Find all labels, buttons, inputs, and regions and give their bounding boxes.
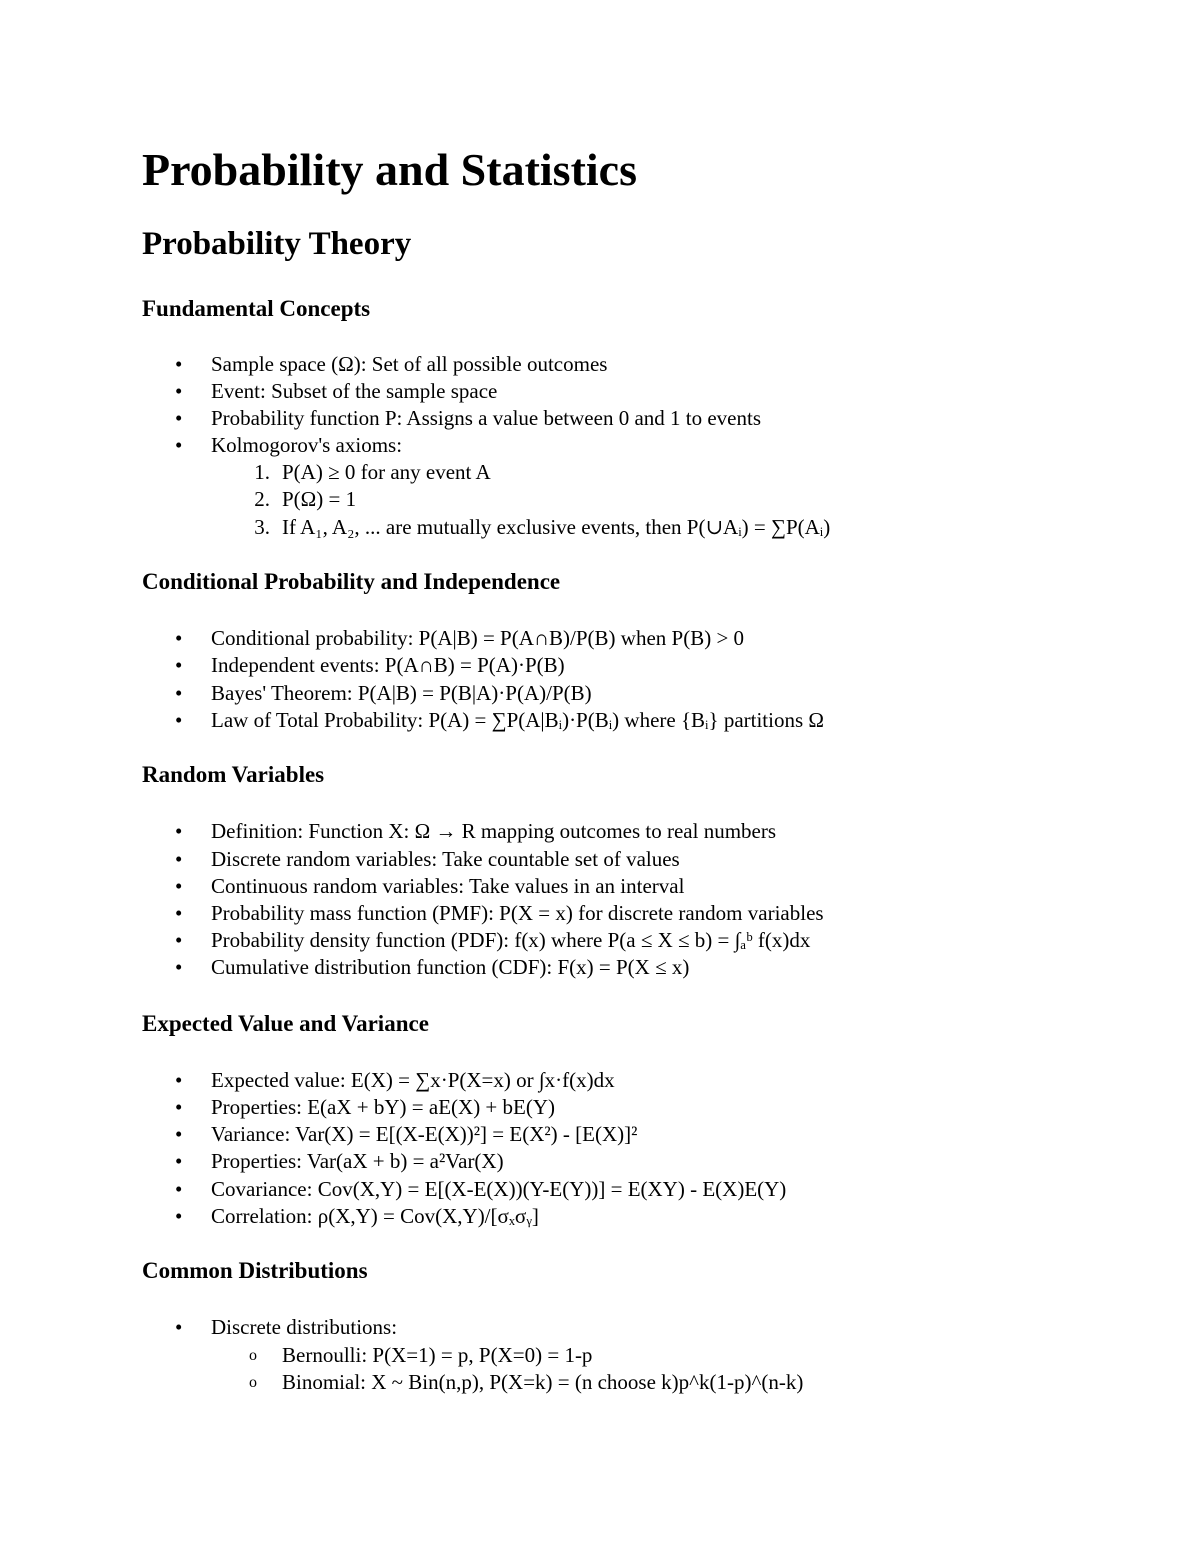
list-item: • Independent events: P(A∩B) = P(A)·P(B) [211,652,565,678]
subsection-heading: Expected Value and Variance [142,1011,429,1036]
list-item: • Bayes' Theorem: P(A|B) = P(B|A)·P(A)/P(B) [211,680,592,706]
section-heading: Probability Theory [142,226,412,262]
page-title: Probability and Statistics [142,144,637,195]
subsection-heading: Fundamental Concepts [142,296,371,321]
list-item: • Probability function P: Assigns a value between 0 and 1 to events [211,405,761,431]
list-item: • Covariance: Cov(X,Y) = E[(X-E(X))(Y-E(Y))] = E(XY) - E(X)E(Y) [211,1176,786,1202]
item-number: 1. [254,460,270,484]
list-item: • Definition: Function X: Ω → R mapping outcomes to real numbers [211,818,776,844]
list-item: • Variance: Var(X) = E[(X-E(X))²] = E(X²) - [E(X)]² [211,1121,637,1147]
item-number: 3. [254,515,270,539]
list-item: • Cumulative distribution function (CDF): F(x) = P(X ≤ x) [211,954,689,980]
numbered-item [254,486,357,512]
numbered-item [254,459,491,485]
list-item: • Probability mass function (PMF): P(X = x) for discrete random variables [211,900,824,926]
subsection-heading: Random Variables [142,762,325,787]
item-number: 2. [254,487,270,511]
numbered-item [254,514,831,540]
list-item: • Conditional probability: P(A|B) = P(A∩B)/P(B) when P(B) > 0 [211,625,744,651]
sub-list-item: o Binomial: X ~ Bin(n,p), P(X=k) = (n choose k)p^k(1-p)^(n-k) [282,1369,803,1395]
list-item: • Sample space (Ω): Set of all possible outcomes [211,351,607,377]
list-item: • Probability density function (PDF): f(x) where P(a ≤ X ≤ b) = ∫ₐᵇ f(x)dx [211,927,810,953]
item-text: P(A) ≥ 0 for any event A [282,460,491,484]
list-item: • Properties: Var(aX + b) = a²Var(X) [211,1148,504,1174]
item-text: If A₁, A₂, ... are mutually exclusive events, then P(∪Aᵢ) = ∑P(Aᵢ) [282,515,831,539]
list-item: • Discrete random variables: Take countable set of values [211,846,680,872]
subsection-heading: Conditional Probability and Independence [142,569,561,594]
list-item: • Correlation: ρ(X,Y) = Cov(X,Y)/[σₓσᵧ] [211,1203,539,1229]
list-item: • Discrete distributions: [211,1314,397,1340]
sub-list-item: o Bernoulli: P(X=1) = p, P(X=0) = 1-p [282,1342,592,1368]
list-item: • Expected value: E(X) = ∑x·P(X=x) or ∫x·f(x)dx [211,1067,615,1093]
list-item: • Continuous random variables: Take values in an interval [211,873,684,899]
list-item: • Kolmogorov's axioms: [211,432,402,458]
list-item: • Law of Total Probability: P(A) = ∑P(A|Bᵢ)·P(Bᵢ) where {Bᵢ} partitions Ω [211,707,824,733]
item-text: P(Ω) = 1 [282,487,357,511]
list-item: • Event: Subset of the sample space [211,378,497,404]
list-item: • Properties: E(aX + bY) = aE(X) + bE(Y) [211,1094,555,1120]
subsection-heading: Common Distributions [142,1258,368,1283]
